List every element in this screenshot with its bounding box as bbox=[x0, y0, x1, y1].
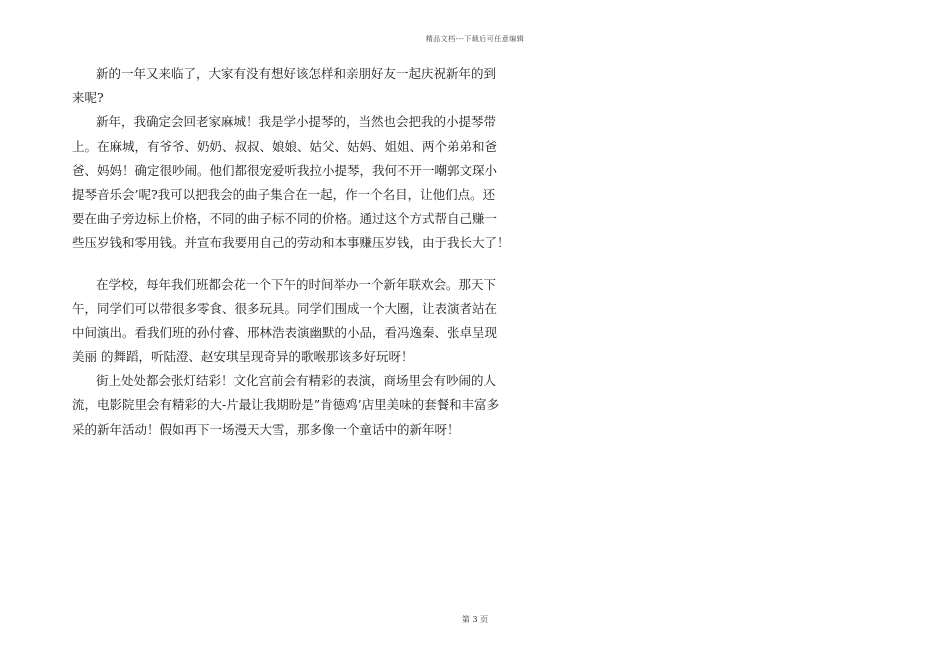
paragraph-3 bbox=[72, 273, 498, 370]
text-line: 美丽 的舞蹈，听陆澄、赵安琪呈现奇异的歌喉那该多好玩呀！ bbox=[72, 349, 414, 365]
text-line: 提琴音乐会’呢?我可以把我会的曲子集合在一起，作一个名目，让他们点。还 bbox=[72, 186, 496, 202]
text-line: 流，电影院里会有精彩的大-片最让我期盼是”肯德鸡’店里美味的套餐和丰富多 bbox=[72, 397, 500, 413]
paragraph-1 bbox=[72, 62, 497, 110]
paragraph-4 bbox=[72, 369, 500, 442]
text-line: 采的新年活动！假如再下一场漫天大雪，那多像一个童话中的新年呀！ bbox=[72, 421, 460, 437]
page-number: 第 3 页 bbox=[461, 615, 489, 624]
text-line: 在学校，每年我们班都会花一个下午的时间举办一个新年联欢会。那天下 bbox=[96, 276, 497, 292]
paragraph-gap bbox=[72, 256, 472, 273]
paragraph-2 bbox=[72, 110, 510, 255]
text-line: 新的一年又来临了，大家有没有想好该怎样和亲朋好友一起庆祝新年的到 bbox=[96, 66, 497, 81]
text-line: 要在曲子旁边标上价格，不同的曲子标不同的价格。通过这个方式帮自己赚一 bbox=[72, 211, 498, 227]
text-line: 新年，我确定会回老家麻城！我是学小提琴的，当然也会把我的小提琴带 bbox=[96, 114, 497, 130]
text-line: 上。在麻城，有爷爷、奶奶、叔叔、娘娘、姑父、姑妈、姐姐、两个弟弟和爸 bbox=[72, 138, 498, 154]
text-line: 来呢? bbox=[72, 90, 104, 106]
text-line: 爸、妈妈！确定很吵闹。他们都很宠爱听我拉小提琴，我何不开一嘲郭文琛小 bbox=[72, 162, 498, 178]
page-header: 精品文档---下载后可任意编辑 bbox=[425, 35, 525, 43]
text-line: 中间演出。看我们班的孙付睿、邢林浩表演幽默的小品，看冯逸秦、张卓呈现 bbox=[72, 324, 498, 340]
document-body bbox=[72, 62, 510, 442]
text-line: 午，同学们可以带很多零食、很多玩具。同学们围成一个大圈，让表演者站在 bbox=[72, 300, 498, 316]
text-line: 些压岁钱和零用钱。并宣布我要用自己的劳动和本事赚压岁钱，由于我长大了！ bbox=[72, 235, 510, 251]
text-line: 街上处处都会张灯结彩！文化宫前会有精彩的表演，商场里会有吵闹的人 bbox=[96, 373, 497, 389]
